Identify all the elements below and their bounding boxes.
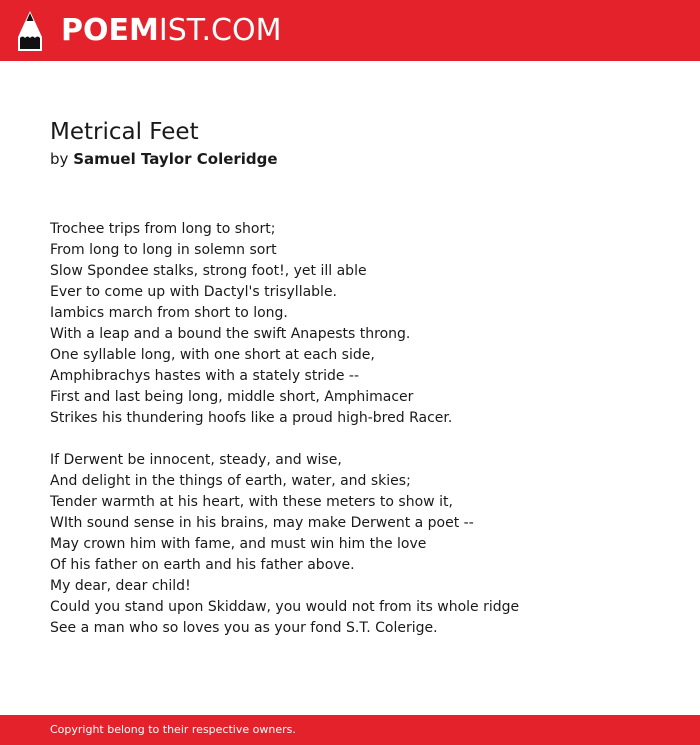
poem-line: See a man who so loves you as your fond S.T. Colerige.	[50, 620, 438, 636]
brand-light-text: IST.COM	[158, 12, 282, 48]
poem-line: Slow Spondee stalks, strong foot!, yet ill able	[50, 263, 367, 279]
site-footer	[0, 715, 700, 745]
poem-line: Amphibrachys hastes with a stately stride --	[50, 368, 360, 384]
poem-stanza	[50, 450, 670, 639]
poem-line: Ever to come up with Dactyl's trisyllable.	[50, 284, 338, 300]
copyright-notice: Copyright belong to their respective owners.	[50, 723, 296, 736]
by-label: by	[50, 150, 69, 168]
site-logo-link[interactable]	[17, 10, 281, 52]
author-name: Samuel Taylor Coleridge	[73, 150, 278, 168]
poem-line: With a leap and a bound the swift Anapests throng.	[50, 326, 411, 342]
poem-line: If Derwent be innocent, steady, and wise,	[50, 452, 342, 468]
poem-line: Strikes his thundering hoofs like a proud high-bred Racer.	[50, 410, 453, 426]
poem-line: May crown him with fame, and must win him the love	[50, 536, 427, 552]
site-header	[0, 0, 700, 61]
poem-stanza	[50, 219, 670, 429]
poem-line: From long to long in solemn sort	[50, 242, 277, 258]
poem-line: Of his father on earth and his father above.	[50, 557, 355, 573]
poem-line: Iambics march from short to long.	[50, 305, 288, 321]
poem-title: Metrical Feet	[50, 119, 199, 145]
poem-line: And delight in the things of earth, water, and skies;	[50, 473, 411, 489]
poem-byline	[50, 149, 278, 169]
brand-bold-text: POEM	[61, 12, 159, 48]
poem-line: Tender warmth at his heart, with these meters to show it,	[50, 494, 453, 510]
poem-body	[50, 219, 670, 660]
pencil-tip-icon	[17, 10, 43, 52]
poem-line: My dear, dear child!	[50, 578, 191, 594]
site-brand	[61, 12, 282, 48]
poem-line: First and last being long, middle short, Amphimacer	[50, 389, 414, 405]
poem-line: One syllable long, with one short at each side,	[50, 347, 375, 363]
poem-line: Trochee trips from long to short;	[50, 221, 276, 237]
poem-line: WIth sound sense in his brains, may make Derwent a poet --	[50, 515, 474, 531]
poem-line: Could you stand upon Skiddaw, you would not from its whole ridge	[50, 599, 520, 615]
